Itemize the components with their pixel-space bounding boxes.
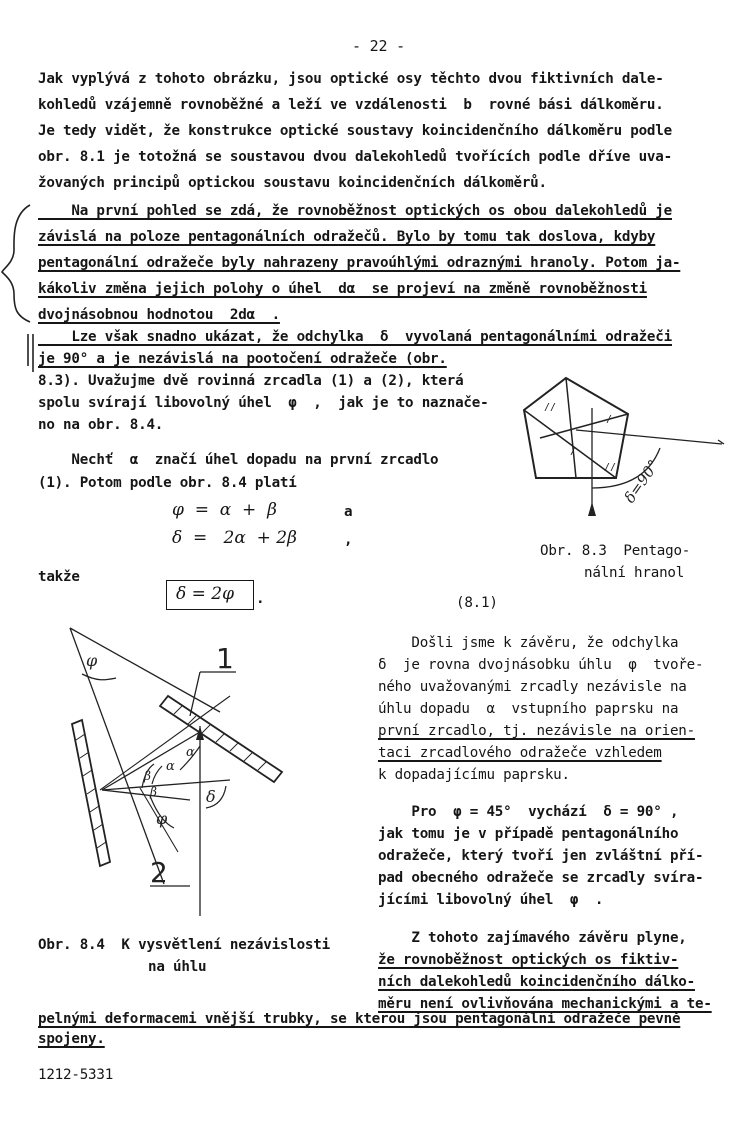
caption-line: nální hranol <box>584 565 685 581</box>
formula-boxed: δ = 2φ <box>176 584 235 604</box>
formula-takze: takže <box>38 569 80 585</box>
text-line: odražeče, který tvoří jen zvláštní pří- <box>378 848 704 864</box>
text-line: Jak vyplývá z tohoto obrázku, jsou optické osy těchto dvou fiktivních dale- <box>38 71 664 87</box>
text-line: pelnými deformacemi vnější trubky, se kterou jsou pentagonální odražeče pevně <box>38 1011 681 1027</box>
caption-line: Obr. 8.4 K vysvětlení nezávislosti <box>38 937 330 953</box>
text-line: pentagonální odražeče byly nahrazeny pravoúhlými odraznými hranoly. Potom ja- <box>38 255 681 271</box>
text-line: taci zrcadlového odražeče vzhledem <box>378 745 662 761</box>
text-line: kohledů vzájemně rovnoběžné a leží ve vzdálenosti b rovné bási dálkoměru. <box>38 97 664 113</box>
mirror-1-label: 1 <box>216 642 234 675</box>
text-line: závislá na poloze pentagonálních odražečů. Bylo by tomu tak doslova, kdyby <box>38 229 656 245</box>
svg-text:/: / <box>570 446 577 457</box>
beta-label-1: β <box>144 769 151 783</box>
text-line: 8.3). Uvažujme dvě rovinná zrcadla (1) a (2), která <box>38 373 464 389</box>
formula-dot: . <box>256 591 265 607</box>
text-line: Na první pohled se zdá, že rovnoběžnost optických os obou dalekohledů je <box>38 203 672 219</box>
text-line: no na obr. 8.4. <box>38 417 164 433</box>
page-number: - 22 - <box>352 37 405 55</box>
text-line: δ je rovna dvojnásobku úhlu φ tvoře- <box>378 657 704 673</box>
text-line: Nechť α značí úhel dopadu na první zrcadlo <box>38 452 439 468</box>
delta-label: δ <box>206 787 216 806</box>
text-line: jícími libovolný úhel φ . <box>378 892 604 908</box>
text-line: pad obecného odražeče se zrcadly svíra- <box>378 870 704 886</box>
alpha-label-2: α <box>186 745 195 760</box>
text-line: ného uvažovanými zrcadly nezávisle na <box>378 679 687 695</box>
svg-text://: // <box>604 462 617 473</box>
pentagonal-prism-figure <box>500 370 740 530</box>
phi-label-2: φ <box>156 809 168 828</box>
beta-label-2: β <box>150 785 157 799</box>
footer-code: 1212-5331 <box>38 1067 114 1083</box>
text-line: k dopadajícímu paprsku. <box>378 767 570 783</box>
svg-text://: // <box>544 402 557 413</box>
two-mirror-figure <box>40 620 340 920</box>
caption-line: Obr. 8.3 Pentago- <box>540 543 691 559</box>
text-line: jak tomu je v případě pentagonálního <box>378 826 679 842</box>
equation-number: (8.1) <box>456 595 498 611</box>
text-line: měru není ovlivňována mechanickými a te- <box>378 996 712 1012</box>
formula-line-2: δ = 2α + 2β <box>172 528 297 548</box>
text-line: první zrcadlo, tj. nezávisle na orien- <box>378 723 695 739</box>
text-line: Lze však snadno ukázat, že odchylka δ vyvolaná pentagonálními odražeči <box>38 329 672 345</box>
text-line: je 90° a je nezávislá na pootočení odražeče (obr. <box>38 351 447 367</box>
text-line: dvojnásobnou hodnotou 2dα . <box>38 307 280 323</box>
phi-label: φ <box>86 651 98 670</box>
svg-text:/: / <box>606 414 613 425</box>
text-line: obr. 8.1 je totožná se soustavou dvou dalekohledů tvořících podle dříve uva- <box>38 149 672 165</box>
formula-and: a <box>344 504 353 520</box>
formula-comma: , <box>344 532 353 548</box>
text-line: spojeny. <box>38 1031 105 1047</box>
text-line: že rovnoběžnost optických os fiktiv- <box>378 952 679 968</box>
formula-line-1: φ = α + β <box>172 500 277 520</box>
text-line: Pro φ = 45° vychází δ = 90° , <box>378 804 679 820</box>
text-line: úhlu dopadu α vstupního paprsku na <box>378 701 679 717</box>
text-line: Je tedy vidět, že konstrukce optické soustavy koincidenčního dálkoměru podle <box>38 123 672 139</box>
text-line: Z tohoto zajímavého závěru plyne, <box>378 930 687 946</box>
caption-line: na úhlu <box>148 959 207 975</box>
text-line: žovaných principů optickou soustavu koincidenčních dálkoměrů. <box>38 175 547 191</box>
text-line: spolu svírají libovolný úhel φ , jak je to naznače- <box>38 395 489 411</box>
mirror-2-label: 2 <box>150 856 168 889</box>
text-line: (1). Potom podle obr. 8.4 platí <box>38 475 297 491</box>
alpha-label-1: α <box>166 759 175 774</box>
text-line: kákoliv změna jejich polohy o úhel dα se projeví na změně rovnoběžnosti <box>38 281 647 297</box>
prism-angle-label: δ=90° <box>620 456 663 507</box>
text-line: Došli jsme k závěru, že odchylka <box>378 635 679 651</box>
text-line: ních dalekohledů koincidenčního dálko- <box>378 974 695 990</box>
